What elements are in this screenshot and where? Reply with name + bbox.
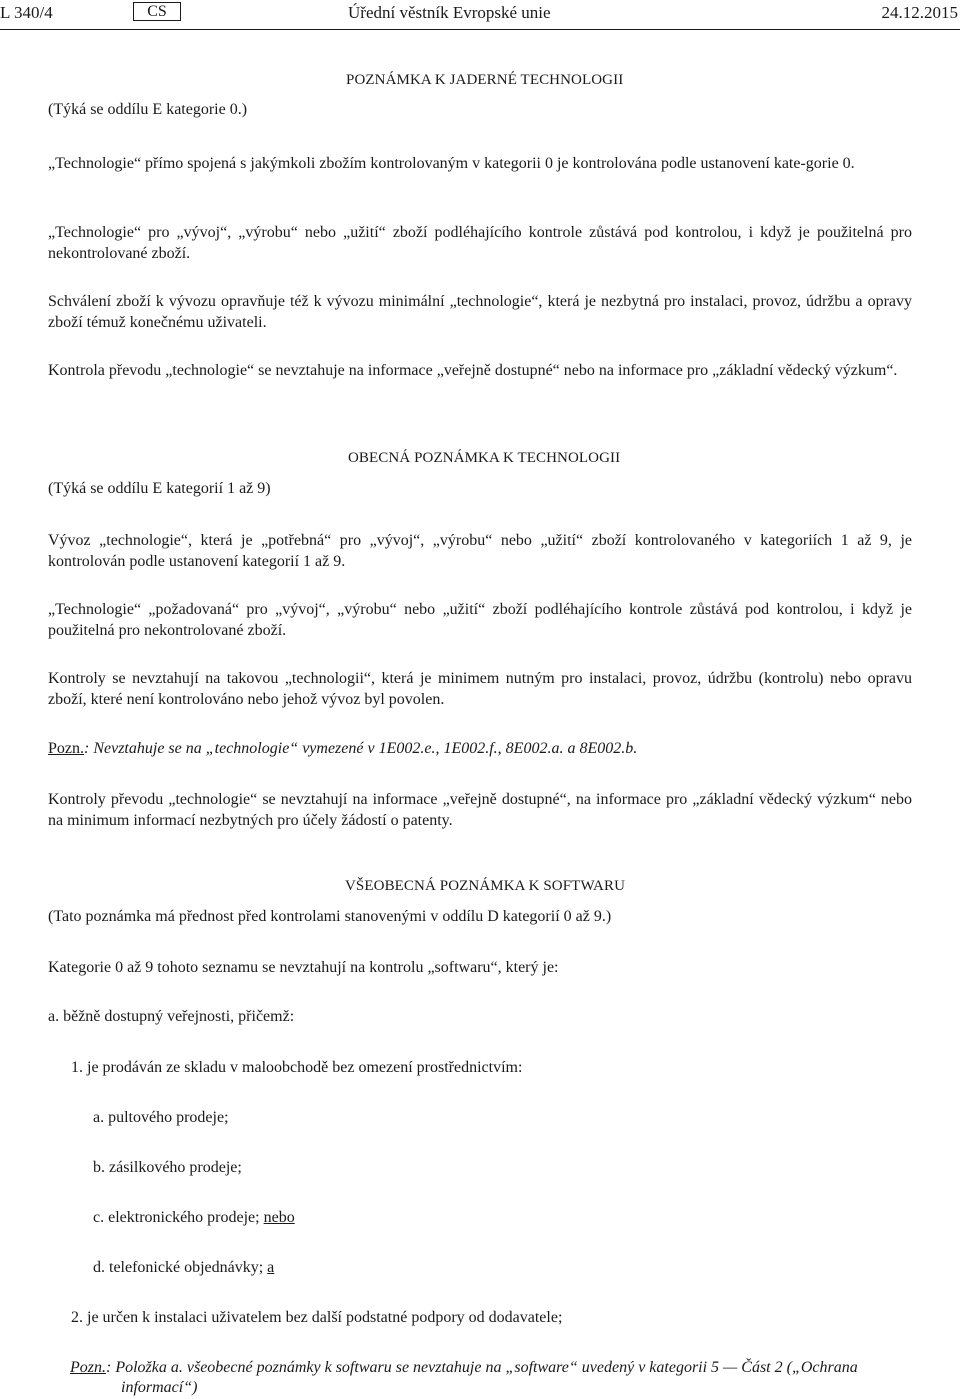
language-badge: CS (133, 2, 181, 21)
journal-title: Úřední věstník Evropské unie (348, 3, 551, 22)
list-item (93, 1257, 274, 1278)
list-item: 1. je prodáván ze skladu v maloobchodě bez omezení prostřednictvím: (71, 1059, 523, 1076)
list-item-text: c. elektronického prodeje; (93, 1209, 260, 1226)
note-text: : Položka a. všeobecné poznámky k softwaru se nevztahuje na „software“ uvedený v kategorii 5 — Část 2 („Ochrana (106, 1359, 858, 1376)
list-item (93, 1207, 295, 1228)
software-note (70, 1357, 858, 1378)
publication-date: 24.12.2015 (881, 3, 958, 22)
paragraph: „Technologie“ pro „vývoj“, „výrobu“ nebo „užití“ zboží podléhajícího kontrole zůstává pod kontrolou, i když je použitelná pro nekontrolované zboží. (48, 224, 912, 262)
list-item: a. běžně dostupný veřejnosti, přičemž: (48, 1008, 295, 1025)
section-title-general-technology: OBECNÁ POZNÁMKA K TECHNOLOGII (348, 450, 621, 466)
paragraph: Kontroly převodu „technologie“ se nevztahují na informace „veřejně dostupné“, na informace pro „základní vědecký výzkum“ nebo na minimum informací nezbytných pro účely žádostí o patenty. (48, 791, 912, 829)
paragraph: Schválení zboží k vývozu opravňuje též k vývozu minimální „technologie“, která je nezbytná pro instalaci, provoz, údržbu a opravy zboží témuž konečnému uživateli. (48, 293, 912, 331)
paragraph: Kontroly se nevztahují na takovou „technologii“, která je minimem nutným pro instalaci, provoz, údržbu (kontrolu) nebo opravu zboží, které není kontrolováno nebo jehož vývoz byl povolen. (48, 670, 912, 708)
list-item: a. pultového prodeje; (93, 1109, 229, 1126)
list-item-conjunction: a (267, 1259, 275, 1276)
note-text: : Nevztahuje se na „technologie“ vymezené v 1E002.e., 1E002.f., 8E002.a. a 8E002.b. (84, 740, 638, 757)
list-item-conjunction: nebo (263, 1209, 295, 1226)
note-label: Pozn. (48, 740, 84, 757)
paragraph: „Technologie“ „požadovaná“ pro „vývoj“, „výrobu“ nebo „užití“ zboží podléhajícího kontrole zůstává pod kontrolou, i když je použitelná pro nekontrolované zboží. (48, 601, 912, 639)
section-title-nuclear-technology: POZNÁMKA K JADERNÉ TECHNOLOGII (346, 72, 624, 88)
paragraph: Vývoz „technologie“, která je „potřebná“ pro „vývoj“, „výrobu“ nebo „užití“ zboží kontrolovaného v kategoriích 1 až 9, je kontrolován podle ustanovení kategorií 1 až 9. (48, 532, 912, 570)
section-scope: (Tato poznámka má přednost před kontrolami stanovenými v oddílu D kategorií 0 až 9.) (48, 908, 612, 925)
page-reference: L 340/4 (0, 3, 53, 22)
section-scope: (Týká se oddílu E kategorie 0.) (48, 101, 248, 118)
technology-note (48, 738, 637, 759)
page-header (0, 2, 960, 24)
list-item: 2. je určen k instalaci uživatelem bez další podstatné podpory od dodavatele; (71, 1309, 563, 1326)
list-item-text: d. telefonické objednávky; (93, 1259, 264, 1276)
section-title-software: VŠEOBECNÁ POZNÁMKA K SOFTWARU (345, 878, 626, 894)
note-text-continuation: informací“) (121, 1379, 198, 1396)
note-label: Pozn. (70, 1359, 106, 1376)
header-divider (0, 29, 960, 30)
paragraph: Kategorie 0 až 9 tohoto seznamu se nevztahují na kontrolu „softwaru“, který je: (48, 959, 559, 976)
section-scope: (Týká se oddílu E kategorií 1 až 9) (48, 480, 271, 497)
list-item: b. zásilkového prodeje; (93, 1159, 242, 1176)
paragraph: „Technologie“ přímo spojená s jakýmkoli zbožím kontrolovaným v kategorii 0 je kontrolována podle ustanovení kate-gorie 0. (48, 155, 855, 172)
paragraph: Kontrola převodu „technologie“ se nevztahuje na informace „veřejně dostupné“ nebo na informace pro „základní vědecký výzkum“. (48, 362, 898, 379)
